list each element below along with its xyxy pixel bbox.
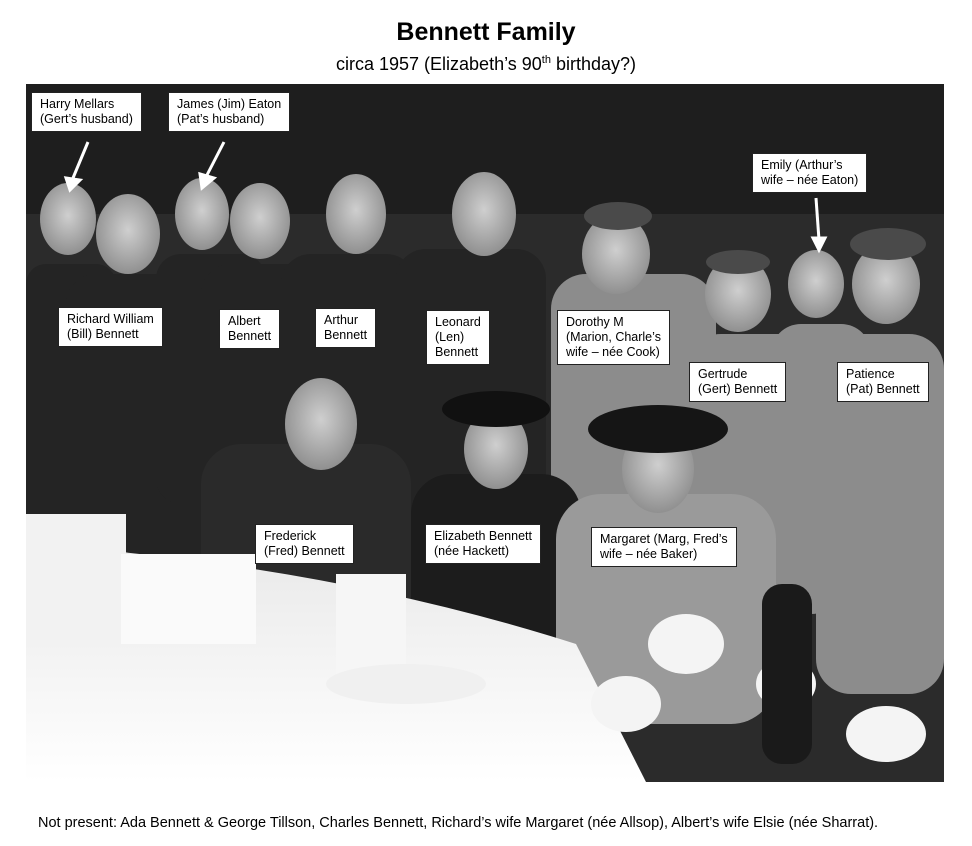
label-gertrude: Gertrude (Gert) Bennett — [689, 362, 786, 402]
label-patience: Patience (Pat) Bennett — [837, 362, 929, 402]
label-elizabeth: Elizabeth Bennett (née Hackett) — [425, 524, 541, 564]
label-dorothy: Dorothy M (Marion, Charle’s wife – née Cook) — [557, 310, 670, 365]
page-subtitle: circa 1957 (Elizabeth’s 90th birthday?) — [335, 54, 637, 74]
label-richard-william: Richard William (Bill) Bennett — [58, 307, 163, 347]
label-frederick: Frederick (Fred) Bennett — [255, 524, 354, 564]
label-arthur: Arthur Bennett — [315, 308, 376, 348]
label-emily: Emily (Arthur’s wife – née Eaton) — [752, 153, 867, 193]
label-albert: Albert Bennett — [219, 309, 280, 349]
page-title: Bennett Family — [396, 18, 576, 46]
label-james-eaton: James (Jim) Eaton (Pat’s husband) — [168, 92, 290, 132]
footer-not-present: Not present: Ada Bennett & George Tillson, Charles Bennett, Richard’s wife Margaret (née Allsop), Albert’s wife Elsie (née Sharrat). — [38, 815, 879, 831]
label-margaret: Margaret (Marg, Fred’s wife – née Baker) — [591, 527, 737, 567]
label-harry-mellars: Harry Mellars (Gert’s husband) — [31, 92, 142, 132]
label-leonard: Leonard (Len) Bennett — [426, 310, 490, 365]
